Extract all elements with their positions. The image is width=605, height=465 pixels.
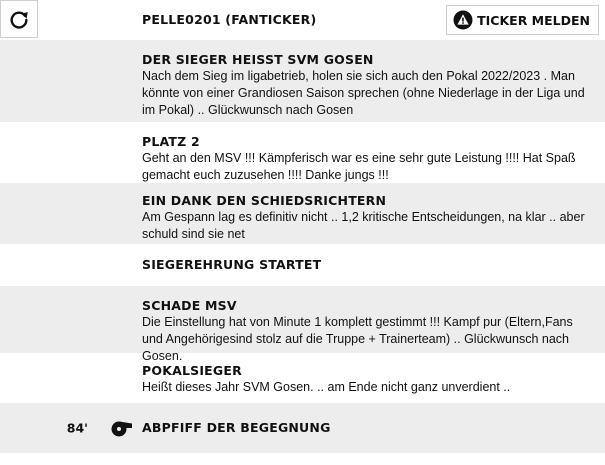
refresh-icon <box>8 8 30 30</box>
entry-text: Geht an den MSV !!! Kämpferisch war es eine sehr gute Leistung !!!! Hat Spaß gemacht euch zuzusehen !!!! Danke jungs !!! <box>142 151 576 182</box>
header-left <box>0 0 142 40</box>
warning-icon <box>453 10 473 30</box>
whistle-icon <box>110 418 134 438</box>
ticker-entry <box>0 244 605 286</box>
entry-text: Am Gespann lag es definitiv nicht .. 1,2 kritische Entscheidungen, na klar .. aber schuld sind sie net <box>142 210 585 241</box>
entry-title: DER SIEGER HEISST SVM GOSEN <box>142 52 374 67</box>
entry-text: Nach dem Sieg im ligabetrieb, holen sie sich auch den Pokal 2022/2023 . Man könnte von einer Grandiosen Saison sprechen (ohne Niederlage in der Liga und im Pokal) .. Glückwunsch nach Gosen <box>142 69 585 117</box>
ticker-title: PELLE0201 (FANTICKER) <box>142 12 317 27</box>
ticker-entry <box>0 183 605 244</box>
ticker-header <box>0 0 605 40</box>
entry-title: ABPFIFF DER BEGEGNUNG <box>142 420 331 435</box>
entry-title: EIN DANK DEN SCHIEDSRICHTERN <box>142 193 387 208</box>
event-minute: 84' <box>66 420 88 436</box>
entry-text: Heißt dieses Jahr SVM Gosen. .. am Ende nicht ganz unverdient .. <box>142 380 511 394</box>
entry-title: POKALSIEGER <box>142 363 242 378</box>
entry-title: SCHADE MSV <box>142 298 237 313</box>
report-ticker-label: TICKER MELDEN <box>477 12 590 28</box>
ticker-entry <box>0 40 605 122</box>
ticker-entry <box>0 122 605 183</box>
refresh-button[interactable] <box>0 0 38 38</box>
ticker-entry <box>0 286 605 363</box>
entry-title: PLATZ 2 <box>142 134 200 149</box>
report-ticker-button[interactable] <box>446 5 599 35</box>
header-content <box>142 0 605 40</box>
ticker-event <box>0 403 605 453</box>
entry-text: Die Einstellung hat von Minute 1 komplett gestimmt !!! Kampf pur (Eltern,Fans und Angehörigesind stolz auf die Truppe + Trainerteam) .. Glückwunsch nach Gosen. <box>142 315 573 363</box>
entry-title: SIEGEREHRUNG STARTET <box>142 257 322 272</box>
